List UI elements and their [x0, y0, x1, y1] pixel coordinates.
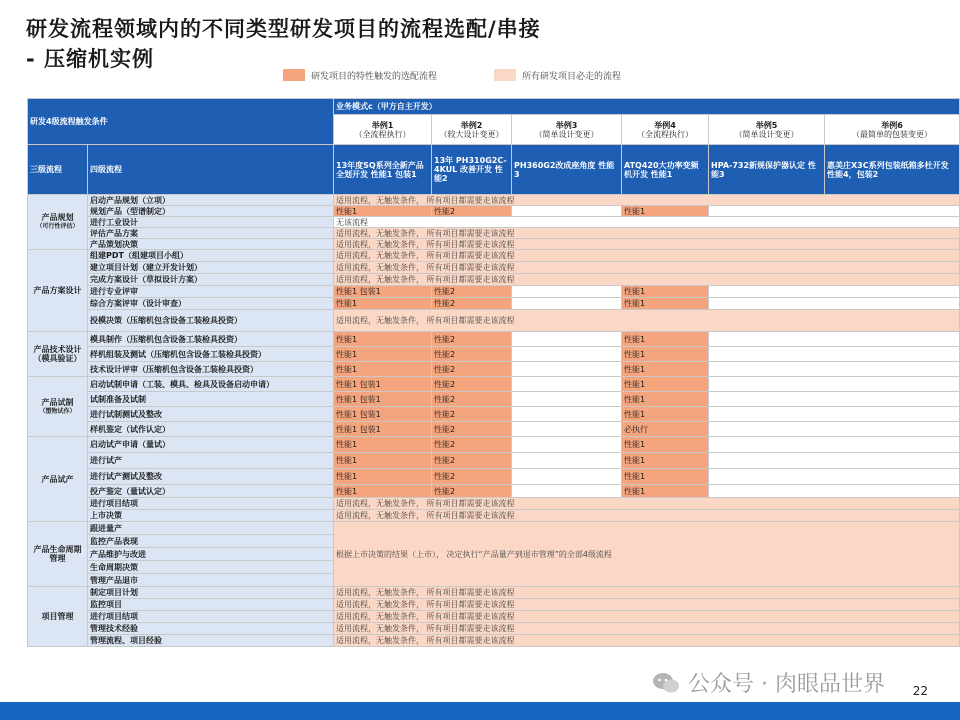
empty-cell	[512, 485, 622, 498]
example-3-header: 举例3 （简单设计变更）	[512, 115, 622, 145]
apply-all-cell: 适用流程，无触发条件， 所有项目都需要走该流程	[334, 623, 960, 635]
perf-cell: 性能1 包装1	[334, 286, 432, 298]
stage-row: 完成方案设计（草拟设计方案）	[88, 274, 334, 286]
perf-cell: 性能2	[432, 298, 512, 310]
perf-cell: 性能1	[622, 286, 709, 298]
category-product-planning: 产品规划 （可行性评估）	[28, 195, 88, 250]
business-mode-header: 业务模式c（甲方自主开发）	[334, 99, 960, 115]
perf-cell: 性能2	[432, 485, 512, 498]
stage-row: 生命周期决策	[88, 561, 334, 574]
perf-cell: 性能2	[432, 286, 512, 298]
perf-cell: 性能1	[334, 469, 432, 485]
category-pilot-production: 产品试产	[28, 437, 88, 522]
perf-cell: 性能1 包装1	[334, 377, 432, 392]
stage-row: 投模决策（压缩机包含设备工装检具投资）	[88, 310, 334, 332]
stage-row: 进行专业评审	[88, 286, 334, 298]
perf-cell: 必执行	[622, 422, 709, 437]
stage-row: 产品维护与改进	[88, 548, 334, 561]
perf-cell: 性能1	[334, 453, 432, 469]
empty-cell	[709, 377, 960, 392]
perf-cell: 性能1	[622, 485, 709, 498]
stage-row: 样机鉴定（试作认定）	[88, 422, 334, 437]
perf-cell: 性能2	[432, 332, 512, 347]
none-cell: 无该流程	[334, 217, 960, 228]
title-line-2: - 压缩机实例	[26, 47, 155, 71]
legend-special	[283, 68, 437, 82]
perf-cell: 性能1	[622, 392, 709, 407]
empty-cell	[709, 469, 960, 485]
perf-cell: 性能2	[432, 453, 512, 469]
empty-cell	[512, 206, 622, 217]
empty-cell	[512, 286, 622, 298]
stage-row: 制定项目计划	[88, 587, 334, 599]
perf-cell: 性能1	[622, 362, 709, 377]
stage-row: 上市决策	[88, 510, 334, 522]
perf-cell: 性能2	[432, 407, 512, 422]
apply-all-cell: 适用流程，无触发条件， 所有项目都需要走该流程	[334, 250, 960, 262]
example-3-desc: PH360G2改成座角度 性能3	[512, 145, 622, 195]
stage-row: 进行工业设计	[88, 217, 334, 228]
example-5-header: 举例5 （简单设计变更）	[709, 115, 825, 145]
apply-all-cell: 适用流程，无触发条件， 所有项目都需要走该流程	[334, 262, 960, 274]
perf-cell: 性能1	[622, 347, 709, 362]
stage-row: 管理产品退市	[88, 574, 334, 587]
perf-cell: 性能1	[334, 206, 432, 217]
empty-cell	[512, 392, 622, 407]
empty-cell	[709, 407, 960, 422]
perf-cell: 性能1 包装1	[334, 392, 432, 407]
empty-cell	[709, 392, 960, 407]
stage-row: 产品策划决策	[88, 239, 334, 250]
apply-all-cell: 适用流程，无触发条件， 所有项目都需要走该流程	[334, 195, 960, 206]
empty-cell	[709, 286, 960, 298]
example-4-header: 举例4 （全流程执行）	[622, 115, 709, 145]
empty-cell	[709, 206, 960, 217]
stage-row: 管理技术经验	[88, 623, 334, 635]
empty-cell	[512, 347, 622, 362]
perf-cell: 性能1	[622, 469, 709, 485]
stage-row: 投产鉴定（量试认定）	[88, 485, 334, 498]
lifecycle-cell: 根据上市决策的结果（上市）， 决定执行“产品量产到退市管理”的全部4级流程	[334, 522, 960, 587]
perf-cell: 性能1	[334, 485, 432, 498]
stage-row: 监控项目	[88, 599, 334, 611]
empty-cell	[512, 453, 622, 469]
title-line-1: 研发流程领域内的不同类型研发项目的流程选配/串接	[26, 17, 541, 41]
empty-cell	[709, 362, 960, 377]
wechat-icon	[652, 672, 680, 694]
stage-row: 综合方案评审（设计审查）	[88, 298, 334, 310]
level3-header: 三级流程	[28, 145, 88, 195]
apply-all-cell: 适用流程，无触发条件， 所有项目都需要走该流程	[334, 310, 960, 332]
perf-cell: 性能2	[432, 347, 512, 362]
perf-cell: 性能1 包装1	[334, 407, 432, 422]
empty-cell	[709, 437, 960, 453]
empty-cell	[512, 298, 622, 310]
legend-common-label: 所有研发项目必走的流程	[522, 71, 622, 82]
perf-cell: 性能2	[432, 377, 512, 392]
apply-all-cell: 适用流程，无触发条件， 所有项目都需要走该流程	[334, 228, 960, 239]
apply-all-cell: 适用流程，无触发条件， 所有项目都需要走该流程	[334, 239, 960, 250]
empty-cell	[512, 469, 622, 485]
stage-row: 进行项目结项	[88, 498, 334, 510]
apply-all-cell: 适用流程，无触发条件， 所有项目都需要走该流程	[334, 510, 960, 522]
process-table	[27, 98, 960, 647]
perf-cell: 性能1	[622, 206, 709, 217]
example-1-header: 举例1 （全流程执行）	[334, 115, 432, 145]
perf-cell: 性能1	[334, 362, 432, 377]
empty-cell	[709, 422, 960, 437]
stage-row: 进行试产测试及整改	[88, 469, 334, 485]
stage-row: 规划产品（型谱制定）	[88, 206, 334, 217]
perf-cell: 性能1	[622, 377, 709, 392]
category-trial-production: 产品试制 （塑物试作）	[28, 377, 88, 437]
example-2-desc: 13年 PH310G2C-4KUL 改善开发 性能2	[432, 145, 512, 195]
stage-row: 启动试产申请（量试）	[88, 437, 334, 453]
page-number: 22	[912, 684, 928, 698]
empty-cell	[512, 377, 622, 392]
example-2-header: 举例2 （较大设计变更）	[432, 115, 512, 145]
stage-row: 启动产品规划（立项）	[88, 195, 334, 206]
category-tech-design: 产品技术设计（模具验证）	[28, 332, 88, 377]
stage-row: 试制准备及试制	[88, 392, 334, 407]
empty-cell	[512, 422, 622, 437]
apply-all-cell: 适用流程，无触发条件， 所有项目都需要走该流程	[334, 599, 960, 611]
example-4-desc: ATQ420大功率变频机开发 性能1	[622, 145, 709, 195]
perf-cell: 性能1	[334, 332, 432, 347]
apply-all-cell: 适用流程，无触发条件， 所有项目都需要走该流程	[334, 587, 960, 599]
stage-row: 进行项目结项	[88, 611, 334, 623]
empty-cell	[512, 407, 622, 422]
stage-row: 建立项目计划（建立开发计划）	[88, 262, 334, 274]
perf-cell: 性能1	[622, 453, 709, 469]
perf-cell: 性能2	[432, 422, 512, 437]
category-project-management: 项目管理	[28, 587, 88, 647]
perf-cell: 性能2	[432, 469, 512, 485]
example-6-desc: 惠美庄X3C系列包装纸箱多杜开发 性能4，包装2	[825, 145, 960, 195]
perf-cell: 性能1	[622, 407, 709, 422]
apply-all-cell: 适用流程，无触发条件， 所有项目都需要走该流程	[334, 635, 960, 647]
empty-cell	[709, 453, 960, 469]
perf-cell: 性能1	[334, 437, 432, 453]
category-solution-design: 产品方案设计	[28, 250, 88, 332]
perf-cell: 性能1	[622, 332, 709, 347]
stage-row: 启动试制申请（工装、模具、检具及设备启动申请）	[88, 377, 334, 392]
trigger-header: 研发4级流程触发条件	[28, 99, 334, 145]
perf-cell: 性能1	[622, 437, 709, 453]
perf-cell: 性能2	[432, 362, 512, 377]
empty-cell	[512, 437, 622, 453]
stage-row: 样机组装及测试（压缩机包含设备工装检具投资）	[88, 347, 334, 362]
watermark-text: 公众号 · 肉眼品世界	[688, 672, 885, 697]
perf-cell: 性能2	[432, 392, 512, 407]
empty-cell	[512, 362, 622, 377]
category-lifecycle: 产品生命周期管理	[28, 522, 88, 587]
empty-cell	[709, 485, 960, 498]
empty-cell	[709, 332, 960, 347]
stage-row: 技术设计评审（压缩机包含设备工装检具投资）	[88, 362, 334, 377]
stage-row: 评估产品方案	[88, 228, 334, 239]
apply-all-cell: 适用流程，无触发条件， 所有项目都需要走该流程	[334, 274, 960, 286]
stage-row: 组建PDT（组建项目小组）	[88, 250, 334, 262]
legend-special-label: 研发项目的特性触发的选配流程	[311, 71, 438, 82]
apply-all-cell: 适用流程，无触发条件， 所有项目都需要走该流程	[334, 611, 960, 623]
stage-row: 监控产品表现	[88, 535, 334, 548]
page-title	[26, 14, 541, 74]
legend-swatch-light	[494, 69, 516, 81]
watermark	[652, 667, 885, 698]
perf-cell: 性能1	[334, 298, 432, 310]
stage-row: 进行试产	[88, 453, 334, 469]
example-1-desc: 13年度SQ系列全新产品全划开发 性能1 包装1	[334, 145, 432, 195]
perf-cell: 性能1	[334, 347, 432, 362]
empty-cell	[512, 332, 622, 347]
apply-all-cell: 适用流程，无触发条件， 所有项目都需要走该流程	[334, 498, 960, 510]
bottom-bar	[0, 702, 960, 720]
perf-cell: 性能1 包装1	[334, 422, 432, 437]
stage-row: 管理流程、项目经验	[88, 635, 334, 647]
example-5-desc: HPA-732新规保护器认定 性能3	[709, 145, 825, 195]
level4-header: 四级流程	[88, 145, 334, 195]
stage-row: 进行试制测试及整改	[88, 407, 334, 422]
perf-cell: 性能2	[432, 206, 512, 217]
empty-cell	[709, 347, 960, 362]
stage-row: 模具制作（压缩机包含设备工装检具投资）	[88, 332, 334, 347]
example-6-header: 举例6 （最简单的包装变更）	[825, 115, 960, 145]
stage-row: 跟进量产	[88, 522, 334, 535]
perf-cell: 性能2	[432, 437, 512, 453]
empty-cell	[709, 298, 960, 310]
perf-cell: 性能1	[622, 298, 709, 310]
legend-swatch-orange	[283, 69, 305, 81]
legend-common	[494, 68, 621, 82]
